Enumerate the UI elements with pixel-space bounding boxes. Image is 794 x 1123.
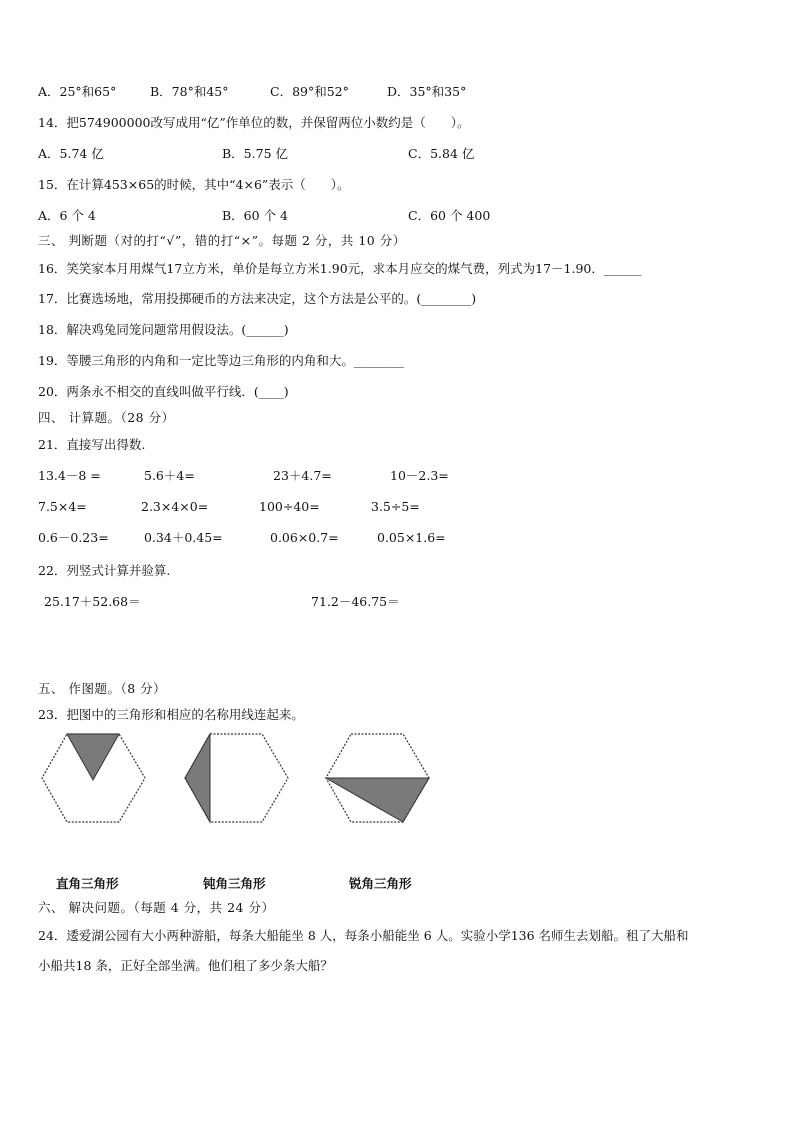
- hexagon-figure-3: [324, 732, 434, 827]
- calc-item: 10－2.3=: [390, 468, 449, 483]
- shaded-triangle: [185, 734, 210, 822]
- hexagon-figure-1: [40, 732, 150, 827]
- q18-text: 18．解决鸡兔同笼问题常用假设法。(______): [38, 322, 289, 337]
- q13-option-b: B．78°和45°: [150, 84, 229, 99]
- calc-item: 13.4－8 =: [38, 468, 101, 483]
- q14-option-a: A．5.74 亿: [38, 146, 104, 161]
- calc-item: 0.6－0.23=: [38, 530, 109, 545]
- q16-text: 16．笑笑家本月用煤气17立方米，单价是每立方米1.90元，求本月应交的煤气费，列式为17－1.90．______: [38, 261, 642, 276]
- section-4-heading: 四、 计算题。（28 分）: [38, 410, 175, 425]
- q15-text: 15．在计算453×65的时候，其中“4×6”表示（ ）。: [38, 177, 350, 192]
- q14-option-b: B．5.75 亿: [222, 146, 288, 161]
- q13-option-a: A．25°和65°: [38, 84, 117, 99]
- shaded-triangle: [67, 734, 119, 780]
- calc-item: 23＋4.7=: [273, 468, 332, 483]
- calc-item: 0.34＋0.45=: [144, 530, 223, 545]
- shaded-triangle: [326, 778, 429, 822]
- caption-obtuse-triangle: 钝角三角形: [203, 876, 266, 891]
- section-3-heading: 三、 判断题（对的打“√”，错的打“×”。每题 2 分，共 10 分）: [38, 233, 406, 248]
- q20-text: 20．两条永不相交的直线叫做平行线．(____): [38, 384, 289, 399]
- calc-item: 0.06×0.7=: [270, 530, 339, 545]
- q24-line-1: 24．逶爱湖公园有大小两种游船，每条大船能坐 8 人，每条小船能坐 6 人。实验小学136 名师生去划船。租了大船和: [38, 928, 689, 943]
- calc-item: 100÷40=: [259, 499, 320, 514]
- q15-option-b: B．60 个 4: [222, 208, 288, 223]
- hexagon-figure-2: [183, 732, 293, 827]
- q23-text: 23．把图中的三角形和相应的名称用线连起来。: [38, 707, 304, 722]
- caption-right-triangle: 直角三角形: [56, 876, 119, 891]
- calc-item: 5.6＋4=: [144, 468, 195, 483]
- q22-text: 22．列竖式计算并验算.: [38, 563, 171, 578]
- q14-option-c: C．5.84 亿: [408, 146, 475, 161]
- q19-text: 19．等腰三角形的内角和一定比等边三角形的内角和大。________: [38, 353, 404, 368]
- q13-option-c: C．89°和52°: [270, 84, 349, 99]
- vertical-calc-item: 25.17＋52.68＝: [44, 594, 141, 609]
- q13-option-d: D．35°和35°: [387, 84, 467, 99]
- calc-item: 2.3×4×0=: [141, 499, 209, 514]
- vertical-calc-item: 71.2－46.75＝: [311, 594, 400, 609]
- section-5-heading: 五、 作图题。（8 分）: [38, 681, 167, 696]
- q15-option-c: C．60 个 400: [408, 208, 491, 223]
- q24-line-2: 小船共18 条，正好全部坐满。他们租了多少条大船？: [38, 958, 333, 973]
- calc-item: 3.5÷5=: [371, 499, 420, 514]
- q17-text: 17．比赛选场地，常用投掷硬币的方法来决定，这个方法是公平的。(________): [38, 291, 477, 306]
- calc-item: 0.05×1.6=: [377, 530, 446, 545]
- section-6-heading: 六、 解决问题。（每题 4 分，共 24 分）: [38, 900, 275, 915]
- q14-text: 14．把574900000改写成用“亿”作单位的数，并保留两位小数约是（ ）。: [38, 115, 470, 130]
- q21-text: 21．直接写出得数.: [38, 437, 146, 452]
- q15-option-a: A．6 个 4: [38, 208, 96, 223]
- calc-item: 7.5×4=: [38, 499, 87, 514]
- caption-acute-triangle: 锐角三角形: [349, 876, 412, 891]
